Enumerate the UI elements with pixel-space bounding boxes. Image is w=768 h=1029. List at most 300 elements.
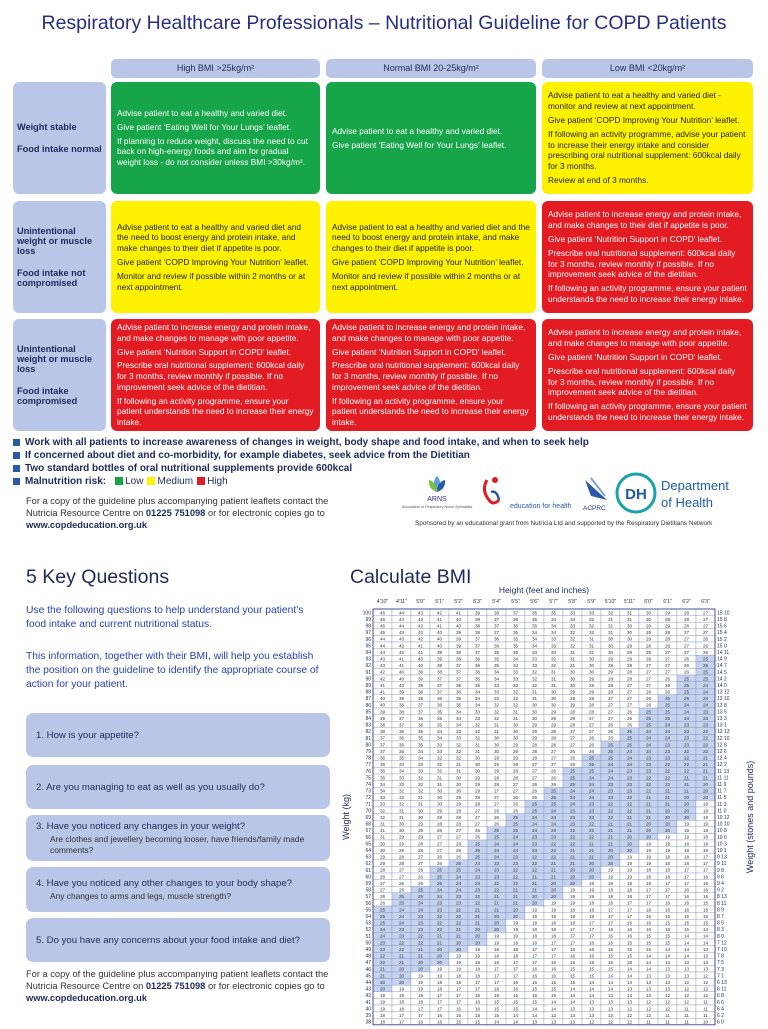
bmi-value: 13 xyxy=(702,966,709,972)
weight-kg-label: 49 xyxy=(365,947,371,953)
bmi-value: 38 xyxy=(455,649,462,655)
bmi-value: 17 xyxy=(531,953,538,959)
bmi-value: 13 xyxy=(607,993,614,999)
bmi-value: 15 xyxy=(569,966,576,972)
bmi-value: 28 xyxy=(417,841,424,847)
bmi-value: 22 xyxy=(664,762,671,768)
bmi-value: 36 xyxy=(417,722,424,728)
bmi-value: 35 xyxy=(379,768,386,774)
bmi-value: 14 xyxy=(664,960,671,966)
bmi-value: 21 xyxy=(474,907,481,913)
bmi-value: 32 xyxy=(398,801,405,807)
bmi-value: 18 xyxy=(569,920,576,926)
bmi-value: 28 xyxy=(607,682,614,688)
bmi-value: 30 xyxy=(569,682,576,688)
bmi-value: 33 xyxy=(512,669,519,675)
weight-stone-label: 9 4 xyxy=(717,881,724,887)
website-link[interactable]: www.copdeducation.org.uk xyxy=(26,992,148,1003)
bmi-value: 21 xyxy=(702,755,709,761)
bmi-value: 12 xyxy=(683,993,690,999)
bmi-value: 27 xyxy=(550,748,557,754)
bmi-value: 29 xyxy=(455,795,462,801)
bmi-value: 20 xyxy=(645,821,652,827)
bmi-value: 33 xyxy=(493,682,500,688)
weight-kg-label: 82 xyxy=(365,729,371,736)
bmi-value: 34 xyxy=(398,768,405,774)
bmi-value: 25 xyxy=(436,880,443,886)
weight-stone-label: 15 0 xyxy=(717,643,727,650)
bmi-value: 27 xyxy=(645,663,652,669)
bmi-value: 29 xyxy=(550,722,557,728)
bmi-value: 16 xyxy=(474,1006,481,1012)
bmi-value: 33 xyxy=(398,781,405,787)
bmi-value: 40 xyxy=(398,676,405,682)
bmi-value: 35 xyxy=(512,636,519,642)
bmi-value: 24 xyxy=(607,775,614,781)
bmi-value: 15 xyxy=(493,1012,500,1018)
bmi-value: 16 xyxy=(474,993,481,999)
bmi-value: 25 xyxy=(379,907,386,913)
weight-stone-label: 12 6 xyxy=(717,749,727,755)
bmi-value: 22 xyxy=(607,814,614,820)
bmi-value: 30 xyxy=(626,623,633,629)
bmi-value: 19 xyxy=(702,814,709,820)
bmi-value: 28 xyxy=(626,663,633,669)
bmi-value: 26 xyxy=(417,867,424,873)
bmi-value: 18 xyxy=(512,940,519,946)
bmi-value: 19 xyxy=(626,854,633,860)
weight-kg-label: 84 xyxy=(365,716,371,722)
bmi-value: 22 xyxy=(512,874,519,880)
bmi-value: 20 xyxy=(436,953,443,959)
bmi-value: 24 xyxy=(379,927,386,933)
bmi-value: 20 xyxy=(550,894,557,900)
bmi-value: 28 xyxy=(664,643,671,649)
weight-stone-label: 11 5 xyxy=(717,795,727,802)
bmi-value: 22 xyxy=(455,913,462,919)
question-1: 1. How is your appetite? xyxy=(26,713,330,757)
bmi-value: 26 xyxy=(512,801,519,807)
weight-kg-label: 100 xyxy=(362,610,371,617)
bmi-value: 44 xyxy=(398,616,405,622)
bmi-value: 15 xyxy=(702,920,709,926)
bmi-value: 24 xyxy=(417,907,424,913)
bmi-value: 27 xyxy=(664,663,671,669)
bmi-value: 22 xyxy=(588,828,595,834)
bmi-value: 27 xyxy=(702,630,709,636)
bmi-value: 24 xyxy=(417,900,424,906)
bmi-value: 20 xyxy=(455,940,462,946)
bmi-value: 25 xyxy=(379,920,386,926)
bmi-value: 19 xyxy=(664,841,671,847)
weight-stone-label: 10 12 xyxy=(717,815,730,821)
bmi-value: 16 xyxy=(531,973,538,979)
bmi-value: 26 xyxy=(417,874,424,880)
bmi-value: 18 xyxy=(512,953,519,959)
bmi-value: 26 xyxy=(398,887,405,893)
bmi-value: 22 xyxy=(664,775,671,781)
bmi-value: 42 xyxy=(417,623,424,629)
bmi-value: 27 xyxy=(626,702,633,708)
bmi-value: 37 xyxy=(436,689,443,695)
contact-info-top: For a copy of the guideline plus accompanying patient leaflets contact the Nutricia Resource Centre on 01225 751098 or for electronic copies go to www.copdeducation.org.uk xyxy=(26,496,329,530)
bmi-value: 15 xyxy=(531,993,538,999)
height-tick-label: 5'5" xyxy=(511,599,520,605)
bmi-value: 19 xyxy=(569,900,576,906)
weight-kg-label: 80 xyxy=(365,742,371,749)
bmi-value: 14 xyxy=(588,986,595,992)
bmi-value: 26 xyxy=(531,781,538,787)
bmi-value: 31 xyxy=(379,821,386,827)
row-header-weight-loss-intake-compromised xyxy=(13,319,106,431)
bmi-value: 17 xyxy=(512,960,519,966)
bmi-value: 25 xyxy=(664,709,671,715)
bmi-value: 27 xyxy=(607,715,614,721)
weight-stone-label: 9 11 xyxy=(717,861,727,868)
weight-stone-label: 7 8 xyxy=(717,953,724,960)
bmi-value: 26 xyxy=(588,748,595,754)
bmi-value: 26 xyxy=(455,854,462,860)
bmi-value: 23 xyxy=(607,795,614,801)
bmi-value: 18 xyxy=(569,913,576,919)
bmi-value: 38 xyxy=(398,709,405,715)
bmi-value: 28 xyxy=(550,729,557,735)
bmi-value: 27 xyxy=(512,788,519,794)
bmi-value: 24 xyxy=(683,709,690,715)
bmi-value: 17 xyxy=(550,946,557,952)
education-for-health-logo xyxy=(484,477,499,503)
acprc-logo xyxy=(585,478,607,500)
bmi-value: 37 xyxy=(379,735,386,741)
bmi-value: 20 xyxy=(588,874,595,880)
bmi-value: 27 xyxy=(664,649,671,655)
bmi-value: 16 xyxy=(702,887,709,893)
bmi-value: 27 xyxy=(436,841,443,847)
bmi-value: 14 xyxy=(531,1006,538,1012)
bmi-value: 24 xyxy=(436,894,443,900)
bmi-value: 29 xyxy=(455,801,462,807)
bmi-value: 29 xyxy=(493,768,500,774)
bmi-value: 19 xyxy=(398,993,405,999)
weight-stone-label: 7 12 xyxy=(717,940,727,947)
bmi-value: 29 xyxy=(645,623,652,629)
bmi-value: 20 xyxy=(531,894,538,900)
bmi-value: 22 xyxy=(645,775,652,781)
weight-stone-label: 12 8 xyxy=(717,742,727,749)
bmi-value: 17 xyxy=(493,979,500,985)
bmi-value: 23 xyxy=(493,861,500,867)
bmi-value: 19 xyxy=(569,887,576,893)
bmi-value: 21 xyxy=(493,900,500,906)
bmi-value: 27 xyxy=(436,847,443,853)
bmi-value: 15 xyxy=(512,999,519,1005)
bmi-value: 19 xyxy=(531,920,538,926)
weight-stone-label: 9 6 xyxy=(717,874,724,881)
bmi-value: 15 xyxy=(493,1006,500,1012)
weight-kg-label: 48 xyxy=(365,953,371,960)
bmi-value: 30 xyxy=(474,755,481,761)
bmi-value: 15 xyxy=(683,913,690,919)
bmi-value: 23 xyxy=(569,814,576,820)
bmi-value: 37 xyxy=(436,682,443,688)
bmi-value: 14 xyxy=(588,979,595,985)
weight-stone-label: 14 0 xyxy=(717,683,727,689)
bmi-value: 30 xyxy=(493,742,500,748)
bmi-value: 24 xyxy=(550,814,557,820)
bmi-value: 19 xyxy=(645,841,652,847)
weight-stone-label: 8 7 xyxy=(717,914,724,920)
bmi-value: 16 xyxy=(645,920,652,926)
website-link[interactable]: www.copdeducation.org.uk xyxy=(26,519,148,530)
weight-stone-label: 12 2 xyxy=(717,762,727,769)
bmi-value: 33 xyxy=(550,649,557,655)
bmi-value: 23 xyxy=(379,940,386,946)
bmi-value: 21 xyxy=(417,953,424,959)
bmi-value: 21 xyxy=(588,847,595,853)
bmi-value: 37 xyxy=(474,636,481,642)
bmi-top-label: Height (feet and inches) xyxy=(498,585,590,595)
weight-kg-label: 72 xyxy=(365,795,371,802)
bmi-value: 35 xyxy=(512,643,519,649)
bmi-value: 33 xyxy=(398,775,405,781)
bmi-value: 39 xyxy=(436,649,443,655)
weight-stone-label: 10 8 xyxy=(717,828,727,835)
bmi-value: 32 xyxy=(588,630,595,636)
bmi-value: 23 xyxy=(417,920,424,926)
bmi-value: 17 xyxy=(531,946,538,952)
bmi-value: 11 xyxy=(684,1019,689,1025)
guideline-text: Give patient ‘COPD Improving Your Nutrition’ leaflet. xyxy=(548,114,740,125)
bmi-value: 20 xyxy=(626,834,633,840)
bmi-value: 25 xyxy=(664,702,671,708)
bmi-value: 37 xyxy=(455,663,462,669)
bmi-value: 29 xyxy=(607,663,614,669)
bmi-value: 38 xyxy=(417,696,424,702)
bmi-value: 31 xyxy=(607,630,614,636)
bmi-value: 15 xyxy=(626,960,633,966)
bmi-value: 18 xyxy=(626,894,633,900)
bmi-value: 17 xyxy=(550,953,557,959)
bmi-value: 26 xyxy=(512,808,519,814)
bmi-value: 23 xyxy=(379,946,386,952)
bmi-value: 35 xyxy=(379,775,386,781)
bmi-value: 12 xyxy=(626,1012,633,1018)
bmi-value: 31 xyxy=(607,616,614,622)
weight-stone-label: 11 0 xyxy=(717,808,727,815)
row-header-weight-loss-intake-ok xyxy=(13,201,106,313)
bmi-value: 27 xyxy=(702,610,709,616)
bmi-value: 13 xyxy=(607,1006,614,1012)
bmi-value: 23 xyxy=(607,788,614,794)
bmi-value: 30 xyxy=(626,636,633,642)
bmi-value: 38 xyxy=(379,729,386,735)
bmi-value: 46 xyxy=(379,616,386,622)
bmi-value: 39 xyxy=(379,715,386,721)
bmi-value: 23 xyxy=(645,768,652,774)
bmi-value: 27 xyxy=(417,854,424,860)
weight-kg-label: 44 xyxy=(365,980,371,986)
bmi-value: 25 xyxy=(702,676,709,682)
bmi-value: 26 xyxy=(569,748,576,754)
bmi-value: 23 xyxy=(569,821,576,827)
bmi-value: 26 xyxy=(531,795,538,801)
bmi-value: 29 xyxy=(626,643,633,649)
bmi-value: 18 xyxy=(493,953,500,959)
guideline-text: Advise patient to eat a healthy and varied diet - monitor and review at next appointment. xyxy=(548,90,721,112)
bmi-value: 17 xyxy=(417,1006,424,1012)
bmi-value: 18 xyxy=(550,920,557,926)
bmi-value: 27 xyxy=(588,722,595,728)
bullet-supplements: Two standard bottles of oral nutritional supplements provide 600kcal xyxy=(13,463,352,474)
bmi-value: 17 xyxy=(569,927,576,933)
bmi-value: 36 xyxy=(455,682,462,688)
bmi-value: 16 xyxy=(607,940,614,946)
bmi-value: 22 xyxy=(455,907,462,913)
bmi-value: 25 xyxy=(417,894,424,900)
bmi-value: 26 xyxy=(512,795,519,801)
bmi-value: 21 xyxy=(455,933,462,939)
bmi-value: 15 xyxy=(531,999,538,1005)
bmi-value: 18 xyxy=(645,874,652,880)
bmi-value: 22 xyxy=(550,847,557,853)
bmi-value: 22 xyxy=(683,768,690,774)
bmi-value: 19 xyxy=(455,960,462,966)
bmi-value: 40 xyxy=(398,669,405,675)
weight-stone-label: 8 5 xyxy=(717,920,724,927)
height-tick-label: 5'10" xyxy=(604,599,617,605)
bmi-value: 25 xyxy=(550,788,557,794)
bmi-value: 13 xyxy=(550,1012,557,1018)
bmi-value: 17 xyxy=(607,913,614,919)
bmi-value: 26 xyxy=(417,880,424,886)
bmi-value: 16 xyxy=(493,993,500,999)
bmi-value: 14 xyxy=(512,1012,519,1018)
bmi-value: 16 xyxy=(664,907,671,913)
bmi-value: 12 xyxy=(645,1012,652,1018)
bmi-value: 17 xyxy=(702,861,709,867)
bmi-value: 15 xyxy=(588,966,595,972)
bmi-value: 31 xyxy=(398,808,405,814)
bmi-value: 36 xyxy=(512,616,519,622)
height-tick-label: 5'4" xyxy=(492,599,501,605)
bmi-value: 19 xyxy=(702,808,709,814)
bmi-value: 15 xyxy=(550,993,557,999)
svg-text:Department: Department xyxy=(661,478,729,493)
bmi-value: 10 xyxy=(702,1019,709,1025)
bmi-value: 44 xyxy=(379,649,386,655)
bmi-value: 21 xyxy=(512,887,519,893)
bmi-value: 24 xyxy=(493,847,500,853)
bmi-value: 38 xyxy=(436,669,443,675)
bmi-value: 20 xyxy=(493,920,500,926)
bmi-value: 19 xyxy=(531,913,538,919)
bmi-value: 18 xyxy=(588,913,595,919)
bmi-value: 29 xyxy=(493,755,500,761)
sponsor-note: Sponsored by an educational grant from Nutricia Ltd and supported by the Respiratory Dietitians Network xyxy=(415,520,713,527)
bmi-value: 18 xyxy=(512,946,519,952)
bmi-value: 21 xyxy=(664,795,671,801)
bmi-value: 36 xyxy=(512,623,519,629)
bmi-value: 40 xyxy=(455,623,462,629)
bmi-value: 20 xyxy=(550,880,557,886)
bmi-value: 30 xyxy=(493,748,500,754)
bmi-value: 32 xyxy=(531,682,538,688)
bmi-value: 27 xyxy=(569,729,576,735)
bmi-value: 36 xyxy=(474,663,481,669)
bmi-value: 18 xyxy=(683,861,690,867)
bmi-value: 42 xyxy=(417,630,424,636)
bmi-value: 17 xyxy=(474,986,481,992)
row-label-secondary: Food intake compromised xyxy=(17,386,78,406)
bmi-value: 30 xyxy=(645,610,652,616)
bmi-value: 27 xyxy=(626,682,633,688)
bmi-value: 20 xyxy=(588,861,595,867)
bmi-value: 46 xyxy=(379,610,386,616)
bmi-value: 18 xyxy=(436,979,443,985)
bmi-value: 23 xyxy=(531,841,538,847)
bmi-value: 32 xyxy=(588,623,595,629)
bmi-value: 29 xyxy=(436,814,443,820)
partner-logos xyxy=(401,470,755,520)
bmi-value: 20 xyxy=(702,788,709,794)
bmi-value: 36 xyxy=(436,702,443,708)
bmi-value: 16 xyxy=(702,894,709,900)
bmi-value: 26 xyxy=(702,636,709,642)
bmi-value: 13 xyxy=(645,979,652,985)
weight-kg-label: 89 xyxy=(365,683,371,689)
bmi-value: 29 xyxy=(664,616,671,622)
weight-stone-label: 11 13 xyxy=(717,768,730,775)
bmi-value: 25 xyxy=(455,861,462,867)
height-tick-label: 6'3" xyxy=(701,599,710,605)
guideline-cell-r2-c1 xyxy=(111,201,320,313)
bmi-value: 19 xyxy=(379,999,386,1005)
bmi-value: 29 xyxy=(626,656,633,662)
weight-kg-label: 59 xyxy=(365,881,371,887)
bmi-value: 40 xyxy=(417,663,424,669)
bmi-value: 15 xyxy=(569,973,576,979)
bmi-value: 25 xyxy=(474,854,481,860)
bmi-value: 24 xyxy=(702,696,709,702)
bmi-value: 26 xyxy=(683,669,690,675)
bmi-value: 29 xyxy=(531,729,538,735)
bmi-value: 36 xyxy=(379,762,386,768)
bmi-value: 37 xyxy=(493,630,500,636)
bmi-value: 28 xyxy=(474,795,481,801)
bmi-value: 38 xyxy=(417,689,424,695)
height-tick-label: 5'11" xyxy=(623,599,636,605)
bmi-value: 26 xyxy=(436,854,443,860)
bmi-value: 21 xyxy=(645,801,652,807)
bmi-value: 40 xyxy=(436,643,443,649)
bmi-value: 34 xyxy=(417,748,424,754)
bmi-value: 11 xyxy=(646,1019,651,1025)
bmi-value: 29 xyxy=(550,709,557,715)
bmi-value: 33 xyxy=(512,682,519,688)
bmi-value: 35 xyxy=(455,696,462,702)
bmi-value: 35 xyxy=(550,610,557,616)
bmi-value: 25 xyxy=(474,841,481,847)
bmi-value: 21 xyxy=(683,775,690,781)
bmi-value: 35 xyxy=(493,656,500,662)
question-4: 4. Have you noticed any other changes to your body shape? Any changes to arms and legs, muscle strength? xyxy=(26,867,330,912)
bmi-value: 19 xyxy=(683,828,690,834)
bmi-value: 34 xyxy=(550,616,557,622)
bmi-value: 27 xyxy=(493,788,500,794)
guideline-text: Advise patient to eat a healthy and varied diet and the need to boost energy and protein intake, and make changes to their diet if appetite is poor. xyxy=(332,221,530,254)
guideline-text: If following an activity programme, ensure your patient understands the need to increase their energy intake. xyxy=(548,401,747,422)
bmi-value: 21 xyxy=(607,834,614,840)
